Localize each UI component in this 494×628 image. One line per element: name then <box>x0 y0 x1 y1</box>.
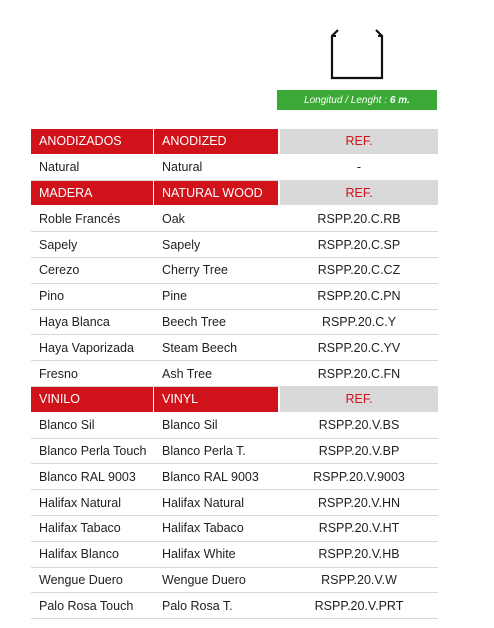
header-es: MADERA <box>31 181 153 206</box>
finish-name-es: Halifax Blanco <box>39 547 119 562</box>
ref-code: RSPP.20.V.BP <box>318 443 400 458</box>
ref-code: RSPP.20.C.RB <box>317 211 401 226</box>
length-label: Longitud / Lenght : <box>304 94 387 106</box>
ref-code: RSPP.20.V.HT <box>318 521 400 536</box>
table-row <box>31 232 438 258</box>
finish-name-en: Blanco Perla T. <box>162 443 246 458</box>
table-row <box>31 439 438 465</box>
table-row <box>31 568 438 594</box>
table-row <box>31 155 438 181</box>
ref-code: RSPP.20.C.Y <box>321 314 397 329</box>
table-row <box>31 542 438 568</box>
finish-name-es: Fresno <box>39 366 78 381</box>
finish-name-en: Wengue Duero <box>162 572 246 587</box>
finish-name-en: Halifax Tabaco <box>162 521 244 536</box>
finish-name-es: Palo Rosa Touch <box>39 598 134 613</box>
finish-name-en: Cherry Tree <box>162 263 228 278</box>
header-en: ANODIZED <box>154 129 278 154</box>
table-row <box>31 310 438 336</box>
table-row <box>31 258 438 284</box>
ref-code: RSPP.20.V.HB <box>318 547 400 562</box>
header-en: VINYL <box>154 387 278 412</box>
finish-name-es: Halifax Tabaco <box>39 521 121 536</box>
ref-code: RSPP.20.V.BS <box>318 418 400 433</box>
finish-name-es: Roble Francés <box>39 211 121 226</box>
finish-name-en: Halifax White <box>162 547 236 562</box>
finish-name-en: Natural <box>162 160 203 175</box>
table-row <box>31 516 438 542</box>
ref-code: RSPP.20.C.YV <box>317 340 401 355</box>
finish-name-es: Halifax Natural <box>39 495 121 510</box>
finish-name-es: Blanco Sil <box>39 418 95 433</box>
finish-name-es: Blanco RAL 9003 <box>39 469 136 484</box>
finish-name-en: Beech Tree <box>162 314 226 329</box>
header-es: VINILO <box>31 387 153 412</box>
table-row <box>31 464 438 490</box>
ref-code: RSPP.20.V.HN <box>318 495 400 510</box>
finish-name-en: Sapely <box>162 237 201 252</box>
finish-name-es: Blanco Perla Touch <box>39 443 147 458</box>
finish-name-en: Pine <box>162 289 188 304</box>
anodizados-header <box>31 129 438 155</box>
header-ref: REF. <box>280 129 438 154</box>
finish-name-en: Oak <box>162 211 185 226</box>
table-row <box>31 284 438 310</box>
finish-name-es: Pino <box>39 289 65 304</box>
header-es: ANODIZADOS <box>31 129 153 154</box>
ref-code: RSPP.20.C.PN <box>317 289 401 304</box>
ref-code: RSPP.20.C.SP <box>317 237 401 252</box>
table-row <box>31 335 438 361</box>
madera-header <box>31 181 438 207</box>
length-value: 6 m. <box>389 94 410 106</box>
finish-name-es: Wengue Duero <box>39 572 123 587</box>
header-ref: REF. <box>280 181 438 206</box>
table-row <box>31 361 438 387</box>
ref-code: - <box>356 160 362 175</box>
finish-name-es: Sapely <box>39 237 78 252</box>
length-badge <box>277 90 437 110</box>
ref-code: RSPP.20.V.PRT <box>314 598 404 613</box>
table-row <box>31 490 438 516</box>
ref-code: RSPP.20.C.CZ <box>317 263 401 278</box>
header-ref: REF. <box>280 387 438 412</box>
finish-name-en: Palo Rosa T. <box>162 598 233 613</box>
ref-code: RSPP.20.V.W <box>321 572 397 587</box>
finish-name-en: Ash Tree <box>162 366 213 381</box>
finish-name-en: Halifax Natural <box>162 495 244 510</box>
vinilo-header <box>31 387 438 413</box>
ref-code: RSPP.20.C.FN <box>317 366 401 381</box>
table-row <box>31 593 438 619</box>
table-row <box>31 206 438 232</box>
finish-name-en: Blanco RAL 9003 <box>162 469 259 484</box>
ref-code: RSPP.20.V.9003 <box>313 469 405 484</box>
finish-name-es: Natural <box>39 160 80 175</box>
finish-name-es: Haya Blanca <box>39 314 110 329</box>
finish-name-en: Steam Beech <box>162 340 238 355</box>
profile-section-icon <box>326 24 388 82</box>
finish-name-en: Blanco Sil <box>162 418 218 433</box>
reference-table <box>31 129 438 619</box>
finish-name-es: Haya Vaporizada <box>39 340 134 355</box>
table-row <box>31 413 438 439</box>
finish-name-es: Cerezo <box>39 263 80 278</box>
header-en: NATURAL WOOD <box>154 181 278 206</box>
